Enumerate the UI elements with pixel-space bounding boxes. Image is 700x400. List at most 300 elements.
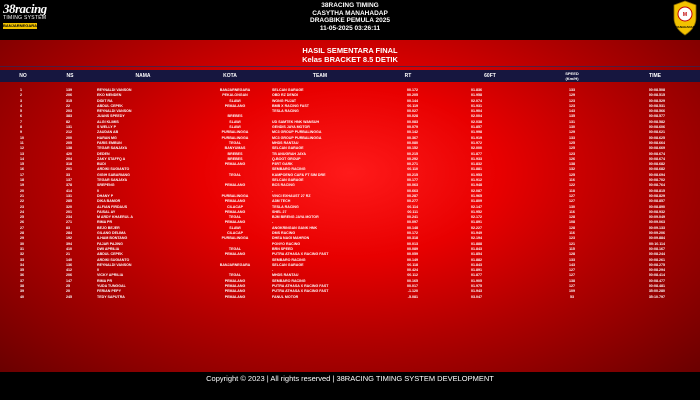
cell-rt: 00.111 bbox=[407, 209, 418, 214]
cell-team: MC3 GROUP PURBALINGGA bbox=[272, 130, 322, 135]
cell-team: MHDS RANTAU bbox=[272, 140, 299, 145]
cell-kota: PURBALINGGA bbox=[221, 135, 249, 140]
cell-speed: 123 bbox=[569, 98, 575, 103]
cell-team: BRN SPEED bbox=[272, 246, 293, 251]
cell-kota: BREBES bbox=[227, 156, 243, 161]
cell-time: 00:08.764 bbox=[648, 183, 665, 188]
cell-kota: PEMALANG bbox=[224, 209, 246, 214]
cell-ns: 315 bbox=[66, 98, 72, 103]
cell-ns: 285 bbox=[66, 199, 72, 204]
cell-rt: 00.172 bbox=[407, 231, 418, 236]
cell-speed: 53 bbox=[570, 294, 574, 299]
cell-no: 38 bbox=[20, 283, 24, 288]
cell-kota: PEMALANG bbox=[224, 162, 246, 167]
col-header-ns: NS bbox=[66, 73, 74, 79]
results-heading-line-1: HASIL SEMENTARA FINAL bbox=[302, 46, 398, 55]
cell-rt: 00.424 bbox=[407, 268, 418, 273]
cell-team: - bbox=[272, 220, 274, 225]
cell-name: ALFIAN FIRDAUS bbox=[97, 204, 128, 209]
cell-time: 00:08.606 bbox=[648, 125, 665, 130]
cell-team: - bbox=[272, 188, 274, 193]
cell-name: ABDUL CEPEK bbox=[97, 103, 123, 108]
cell-60ft: 01.877 bbox=[471, 273, 482, 278]
cell-speed: 135 bbox=[569, 114, 575, 119]
svg-text:M: M bbox=[682, 12, 688, 18]
cell-time: 00:08.508 bbox=[648, 88, 665, 92]
cell-60ft: 01.952 bbox=[471, 209, 482, 214]
cell-no: 26 bbox=[20, 220, 24, 225]
cell-name: DHANY P bbox=[97, 193, 114, 198]
cell-time: 00:08.481 bbox=[648, 283, 665, 288]
cell-60ft: 01.943 bbox=[471, 289, 482, 294]
cell-ns: 203 bbox=[66, 109, 72, 114]
cell-ns: 83 bbox=[66, 225, 70, 230]
cell-ns: 378 bbox=[66, 183, 72, 188]
cell-60ft: 01.953 bbox=[471, 172, 482, 177]
cell-rt: 00.177 bbox=[407, 178, 418, 183]
cell-60ft: 01.904 bbox=[471, 109, 482, 114]
cell-kota: PEMALANG bbox=[224, 289, 246, 294]
cell-60ft: 01.998 bbox=[471, 130, 482, 135]
col-header-rt: RT bbox=[404, 73, 412, 79]
cell-rt: 00.142 bbox=[407, 130, 418, 135]
cell-speed: 130 bbox=[569, 204, 575, 209]
cell-ns: 410 bbox=[66, 246, 72, 251]
cell-ns: 234 bbox=[66, 215, 72, 220]
cell-rt: 00.148 bbox=[407, 225, 418, 230]
cell-ns: 212 bbox=[66, 130, 72, 135]
cell-speed: 127 bbox=[569, 268, 575, 273]
cell-kota: PEMALANG bbox=[224, 252, 246, 257]
table-row bbox=[0, 295, 700, 300]
cell-speed: 128 bbox=[569, 215, 575, 220]
cell-rt: 00.097 bbox=[407, 220, 418, 225]
cell-kota: SLAWI bbox=[229, 98, 241, 103]
cell-rt: 00.063 bbox=[407, 183, 418, 188]
cell-kota: SLAWI bbox=[229, 125, 241, 130]
cell-rt: 00.080 bbox=[407, 140, 418, 145]
cell-time: 00:08.682 bbox=[648, 162, 665, 167]
cell-kota: TEGAL bbox=[228, 273, 242, 278]
cell-60ft: 01.891 bbox=[471, 268, 482, 273]
cell-kota: PEMALANG bbox=[224, 199, 246, 204]
cell-rt: 00.663 bbox=[407, 188, 418, 193]
cell-60ft: 02.004 bbox=[471, 114, 482, 119]
copyright-footer: Copyright © 2023 | All rights reserved | 38RACING TIMING SYSTEM DEVELOPMENT bbox=[206, 374, 494, 383]
cell-kota: PURBALINGGA bbox=[221, 236, 249, 241]
cell-ns: 420 bbox=[66, 151, 72, 156]
cell-time: 00:08.674 bbox=[648, 156, 665, 161]
results-table-body bbox=[0, 88, 700, 300]
cell-name: TEGAR SANJAYA bbox=[97, 178, 128, 183]
cell-time: 35:10.797 bbox=[648, 294, 665, 299]
cell-kota: PEMALANG bbox=[224, 183, 246, 188]
cell-name: YUDA TUNGGAL bbox=[97, 283, 126, 288]
cell-ns: 383 bbox=[66, 114, 72, 119]
cell-rt: 00.215 bbox=[407, 172, 418, 177]
cell-kota: TEGAL bbox=[228, 246, 242, 251]
cell-speed: 138 bbox=[569, 278, 575, 283]
cell-speed: 127 bbox=[569, 283, 575, 288]
cell-60ft: 01.905 bbox=[471, 278, 482, 283]
cell-speed: 116 bbox=[569, 209, 575, 214]
cell-speed: 116 bbox=[569, 178, 575, 183]
cell-team: SELCAN GARAGE bbox=[272, 146, 304, 151]
cell-ns: 22 bbox=[66, 103, 70, 108]
cell-time: 00:09.133 bbox=[648, 225, 665, 230]
cell-speed: 115 bbox=[569, 246, 575, 251]
cell-rt: 00.271 bbox=[407, 162, 418, 167]
cell-60ft: 01.972 bbox=[471, 140, 482, 145]
cell-speed: 138 bbox=[569, 162, 575, 167]
cell-name: REYNALDI VANSON bbox=[97, 109, 132, 114]
cell-speed: 129 bbox=[569, 130, 575, 135]
cell-name: ARDIKI SUGIANTO bbox=[97, 257, 130, 262]
cell-team: TESLA RACING bbox=[272, 204, 299, 209]
cell-no: 15 bbox=[20, 162, 24, 167]
cell-no: 18 bbox=[20, 178, 24, 183]
cell-speed: 121 bbox=[569, 241, 575, 246]
cell-speed: 123 bbox=[569, 236, 575, 241]
divider bbox=[0, 66, 700, 67]
cell-kota: SLAWI bbox=[229, 119, 241, 124]
cell-time: 00:08.531 bbox=[648, 103, 665, 108]
cell-speed: 133 bbox=[569, 257, 575, 262]
cell-time: 00:08.815 bbox=[648, 188, 665, 193]
col-header-name: NAMA bbox=[135, 73, 151, 79]
cell-kota: BANJARNEGARA bbox=[219, 262, 251, 267]
cell-time: 00:08.414 bbox=[648, 273, 665, 278]
cell-60ft: 01.881 bbox=[471, 167, 482, 172]
cell-name: RIMA PR bbox=[97, 220, 113, 225]
cell-ns: 137 bbox=[66, 178, 72, 183]
cell-name: FARIS EMBUN bbox=[97, 140, 122, 145]
cell-name: FERIAN PEPY bbox=[97, 289, 121, 294]
cell-60ft: 02.172 bbox=[471, 215, 482, 220]
cell-team: GENDIS JAYA MOTOR bbox=[272, 125, 310, 130]
cell-kota: BREBES bbox=[227, 151, 243, 156]
cell-rt: 00.083 bbox=[407, 119, 418, 124]
cell-no: 17 bbox=[20, 172, 24, 177]
cell-kota: CILACAP bbox=[227, 231, 243, 236]
cell-ns: 82 bbox=[66, 119, 70, 124]
cell-rt: 00.112 bbox=[407, 273, 418, 278]
cell-60ft: 01.843 bbox=[471, 262, 482, 267]
logo-text-badge: BANJARNEGARA bbox=[3, 23, 38, 28]
cell-no: 36 bbox=[20, 273, 24, 278]
cell-time: 00:08.582 bbox=[648, 119, 665, 124]
cell-rt: 00.152 bbox=[407, 146, 418, 151]
event-title bbox=[0, 2, 700, 32]
table-header bbox=[0, 70, 700, 82]
cell-kota: TEGAL bbox=[228, 140, 242, 145]
cell-speed: 126 bbox=[569, 156, 575, 161]
cell-ns: 206 bbox=[66, 93, 72, 98]
cell-ns: 201 bbox=[66, 209, 72, 214]
cell-time: 00:08.682 bbox=[648, 167, 665, 172]
cell-time: 00:08.577 bbox=[648, 114, 665, 119]
cell-time: 00:08.702 bbox=[648, 178, 665, 183]
cell-kota: PEMALANG bbox=[224, 294, 246, 299]
cell-speed: 123 bbox=[569, 151, 575, 156]
cell-rt: 00.028 bbox=[407, 114, 418, 119]
results-panel bbox=[0, 40, 700, 372]
cell-no: 37 bbox=[20, 278, 24, 283]
cell-60ft: 02.194 bbox=[471, 236, 482, 241]
cell-time: 00:08.167 bbox=[648, 246, 665, 251]
cell-no: 32 bbox=[20, 252, 24, 257]
cell-name: SREPENG bbox=[97, 183, 115, 188]
cell-name: TEDY SAPUTRA bbox=[97, 294, 125, 299]
cell-team: P3RT GARK bbox=[272, 162, 293, 167]
cell-rt: 00.149 bbox=[407, 257, 418, 262]
col-header-team: TEAM bbox=[312, 73, 328, 79]
col-header-60ft: 60FT bbox=[484, 73, 496, 79]
cell-team: SHEL 27 bbox=[272, 209, 287, 214]
cell-speed: 133 bbox=[569, 88, 575, 92]
cell-no: 10 bbox=[20, 135, 24, 140]
cell-time: 00:09.206 bbox=[648, 231, 665, 236]
cell-time: 35:00.280 bbox=[648, 289, 665, 294]
cell-time: 00:08.515 bbox=[648, 93, 665, 98]
cell-name: FAJAR PAJING bbox=[97, 241, 123, 246]
cell-ns: 131 bbox=[66, 125, 72, 130]
cell-ns: 320 bbox=[66, 204, 72, 209]
cell-time: 00:09.063 bbox=[648, 220, 665, 225]
cell-kota: PEKALONGAN bbox=[222, 93, 248, 98]
cell-name: ILHAM BONTANG bbox=[97, 236, 128, 241]
cell-60ft: 02.000 bbox=[471, 146, 482, 151]
cell-team: - bbox=[272, 268, 274, 273]
cell-kota: BANYUMAS bbox=[224, 146, 246, 151]
cell-time: 00:10.114 bbox=[649, 241, 665, 246]
event-title-line-3: DRAGBIKE PEMULA 2025 bbox=[310, 17, 390, 24]
cell-name: JUANS SPEEDY bbox=[97, 114, 125, 119]
shield-icon bbox=[672, 0, 698, 36]
cell-60ft: 02.087 bbox=[471, 188, 482, 193]
cell-team: BJM BIRENG JAYA MOTOR bbox=[272, 215, 319, 220]
cell-team: BCS RACING bbox=[272, 183, 295, 188]
cell-speed: 130 bbox=[569, 125, 575, 130]
cell-name: BEJO BEJER bbox=[97, 225, 120, 230]
cell-name: DEDEN bbox=[97, 151, 110, 156]
col-header-no: NO bbox=[19, 73, 27, 79]
cell-name: DWI APRILIA bbox=[97, 246, 120, 251]
cell-rt: 00.017 bbox=[407, 283, 418, 288]
cell-no: 34 bbox=[20, 262, 24, 267]
cell-no: 4 bbox=[20, 103, 22, 108]
cell-speed: 118 bbox=[569, 188, 575, 193]
cell-name: REYNALDI VANSON bbox=[97, 262, 132, 267]
cell-speed: 129 bbox=[569, 93, 575, 98]
cell-name: ALGI KLIMIS bbox=[97, 119, 119, 124]
cell-rt: 00.119 bbox=[407, 103, 418, 108]
col-header-speed-unit: (Km/H) bbox=[565, 76, 579, 81]
cell-rt: 00.144 bbox=[407, 98, 418, 103]
cell-no: 2 bbox=[20, 93, 22, 98]
cell-no: 5 bbox=[20, 109, 22, 114]
cell-no: 3 bbox=[20, 98, 22, 103]
cell-team: PONYO RACING bbox=[272, 241, 301, 246]
cell-team: DHEA NAGI MAHRON bbox=[272, 236, 310, 241]
cell-time: 00:08.669 bbox=[648, 146, 665, 151]
cell-rt: 00.172 bbox=[407, 88, 418, 92]
cell-no: 9 bbox=[20, 130, 22, 135]
cell-time: 00:08.275 bbox=[648, 262, 665, 267]
cell-kota: BANJARNEGARA bbox=[219, 88, 251, 92]
cell-ns: 284 bbox=[66, 231, 72, 236]
cell-kota: PURBALINGGA bbox=[221, 130, 249, 135]
cell-60ft: 02.147 bbox=[471, 204, 482, 209]
cell-rt: -5.081 bbox=[407, 294, 418, 299]
cell-ns: 204 bbox=[66, 156, 72, 161]
cell-speed: 128 bbox=[569, 225, 575, 230]
cell-no: 29 bbox=[20, 236, 24, 241]
cell-rt: 00.027 bbox=[407, 109, 418, 114]
cell-kota: PURBALINGGA bbox=[221, 193, 249, 198]
cell-name: EKO MENDEN bbox=[97, 93, 122, 98]
cell-time: 00:08.829 bbox=[648, 193, 665, 198]
cell-60ft: 01.958 bbox=[471, 93, 482, 98]
cell-speed: 125 bbox=[569, 146, 575, 151]
cell-name: S WELLY P bbox=[97, 125, 116, 130]
cell-team: MC3 GROUP PURBALINGGA bbox=[272, 135, 322, 140]
cell-rt: 00.059 bbox=[407, 252, 418, 257]
cell-60ft: 01.975 bbox=[471, 283, 482, 288]
cell-team: TB ANUGRAH JAYA bbox=[272, 151, 306, 156]
cell-60ft: 01.854 bbox=[471, 252, 482, 257]
cell-time: 00:08.694 bbox=[648, 172, 665, 177]
cell-60ft: 01.965 bbox=[471, 193, 482, 198]
cell-team: PUTRA ATHASA X RACING FAST bbox=[272, 252, 329, 257]
bottom-bar bbox=[0, 386, 700, 400]
cell-ns: 414 bbox=[66, 188, 72, 193]
cell-kota: PEMALANG bbox=[224, 283, 246, 288]
cell-kota: PEMALANG bbox=[224, 278, 246, 283]
logo-text-sub: TIMING SYSTEM bbox=[3, 15, 47, 21]
cell-name: DIDIT RA bbox=[97, 98, 113, 103]
cell-team: UD SAMTEK HNK WANSUH bbox=[272, 119, 320, 124]
cell-time: 00:09.049 bbox=[648, 215, 665, 220]
cell-ns: 138 bbox=[66, 146, 72, 151]
cell-ns: 245 bbox=[66, 294, 72, 299]
cell-time: 00:08.890 bbox=[648, 204, 665, 209]
cell-name: RIMA PR bbox=[97, 278, 113, 283]
cell-no: 13 bbox=[20, 151, 24, 156]
cell-no: 6 bbox=[20, 114, 22, 119]
cell-team: VINCI EXHAUST 27 RZ bbox=[272, 193, 311, 198]
cell-team: PUTRA ATHASA X RACING FAST bbox=[272, 289, 329, 294]
cell-speed: 127 bbox=[569, 273, 575, 278]
cell-60ft: 01.882 bbox=[471, 257, 482, 262]
cell-60ft: 01.933 bbox=[471, 156, 482, 161]
cell-speed: 143 bbox=[569, 262, 575, 267]
cell-time: 00:08.261 bbox=[648, 257, 665, 262]
cell-no: 8 bbox=[20, 125, 22, 130]
cell-rt: 00.318 bbox=[407, 236, 418, 241]
cell-no: 1 bbox=[20, 88, 22, 92]
cell-name: ABDUL CEPEK bbox=[97, 252, 123, 257]
cell-team: TESLA RACING bbox=[272, 109, 299, 114]
cell-rt: 00.118 bbox=[407, 262, 418, 267]
class-name: Kelas BRACKET 8.5 DETIK bbox=[302, 55, 398, 64]
cell-speed: 133 bbox=[569, 135, 575, 140]
col-header-time: TIME bbox=[649, 73, 661, 79]
cell-60ft: 01.912 bbox=[471, 178, 482, 183]
cell-kota: BREBES bbox=[227, 114, 243, 119]
cell-rt: 00.110 bbox=[407, 167, 418, 172]
cell-ns: 147 bbox=[66, 278, 72, 283]
cell-name: BUDI bbox=[97, 162, 106, 167]
cell-time: 00:08.621 bbox=[648, 130, 665, 135]
cell-time: 00:08.566 bbox=[648, 109, 665, 114]
cell-kota: CILACAP bbox=[227, 204, 243, 209]
cell-name: GIGIH SABARIANG bbox=[97, 172, 130, 177]
cell-60ft: 03.047 bbox=[471, 294, 482, 299]
cell-team: SEMBARO RACING bbox=[272, 278, 306, 283]
cell-ns: 131 bbox=[66, 193, 72, 198]
event-title-line-1: 38RACING TIMING bbox=[321, 2, 379, 9]
cell-rt: 00.089 bbox=[407, 246, 418, 251]
logo-text-main: 38racing bbox=[3, 1, 47, 16]
cell-no: 11 bbox=[20, 140, 24, 145]
cell-no: 22 bbox=[20, 199, 24, 204]
cell-name: ZAUDAN AB bbox=[97, 130, 119, 135]
cell-60ft: 01.877 bbox=[471, 151, 482, 156]
cell-name: GILANG DELIMA bbox=[97, 231, 126, 236]
event-title-line-2: CASYTHA MANAHADAP bbox=[312, 9, 388, 17]
cell-60ft: 01.948 bbox=[471, 183, 482, 188]
cell-speed: 125 bbox=[569, 140, 575, 145]
cell-time: 00:08.294 bbox=[648, 268, 665, 273]
cell-no: 7 bbox=[20, 119, 22, 124]
cell-speed: 125 bbox=[569, 172, 575, 177]
cell-team: ANGKRINGAN GANK HNK bbox=[272, 225, 318, 230]
cell-no: 24 bbox=[20, 209, 24, 214]
cell-team: BMB X RACING FAST bbox=[272, 103, 309, 108]
cell-time: 00:08.857 bbox=[648, 199, 665, 204]
cell-rt: 00.277 bbox=[407, 199, 418, 204]
cell-kota: PEMALANG bbox=[224, 220, 246, 225]
cell-name: REYNALDI VANSON bbox=[97, 88, 132, 92]
cell-kota: PEMALANG bbox=[224, 103, 246, 108]
cell-speed: 123 bbox=[569, 103, 575, 108]
cell-name: ZAKY STAFFQ A bbox=[97, 156, 126, 161]
top-header bbox=[0, 0, 700, 40]
cell-ns: 139 bbox=[66, 88, 72, 92]
cell-60ft: 01.832 bbox=[471, 162, 482, 167]
cell-team: FANUL MOTOR bbox=[272, 294, 299, 299]
cell-60ft: 01.843 bbox=[471, 246, 482, 251]
cell-rt: 00.287 bbox=[407, 193, 418, 198]
cell-name: 0 bbox=[97, 268, 99, 273]
cell-team: A3M TECH bbox=[272, 199, 291, 204]
cell-rt: 00.079 bbox=[407, 125, 418, 130]
cell-60ft: 02.074 bbox=[471, 98, 482, 103]
cell-time: 00:08.932 bbox=[648, 209, 665, 214]
cell-60ft: 01.931 bbox=[471, 103, 482, 108]
cell-rt: -1.120 bbox=[407, 289, 418, 294]
cell-rt: 00.114 bbox=[407, 204, 418, 209]
cell-rt: 00.165 bbox=[407, 278, 418, 283]
cell-no: 19 bbox=[20, 183, 24, 188]
sponsor-logo-label: MANAHADAP bbox=[675, 25, 695, 29]
cell-no: 35 bbox=[20, 268, 24, 273]
event-datetime: 11-05-2025 03:26:11 bbox=[319, 24, 381, 32]
cell-speed: 109 bbox=[569, 289, 575, 294]
col-header-speed bbox=[555, 71, 589, 83]
cell-ns: 21 bbox=[66, 252, 70, 257]
